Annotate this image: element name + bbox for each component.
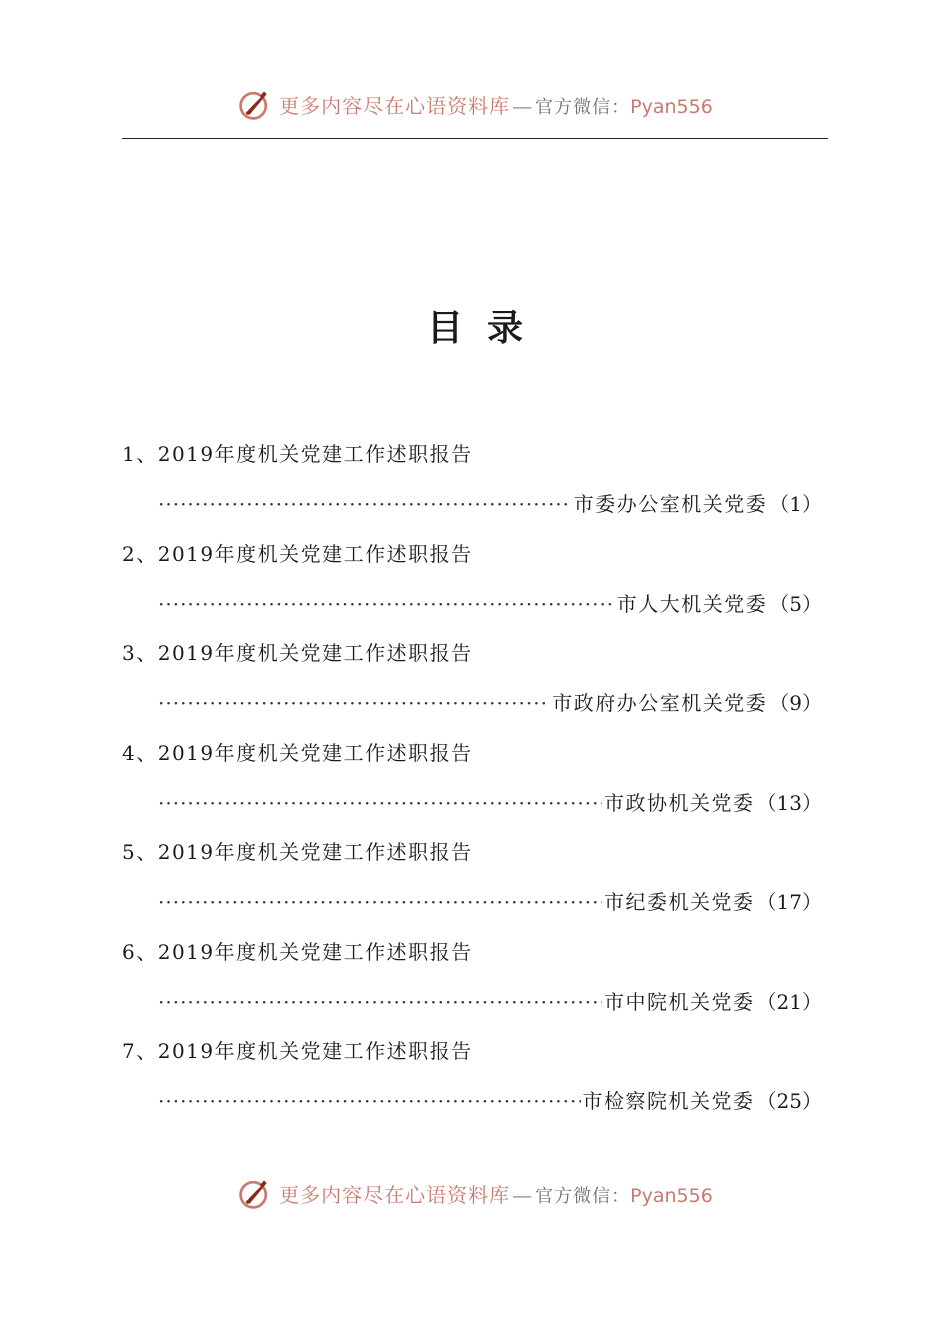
toc-leader-line	[158, 986, 822, 1015]
toc-heading: 3、2019年度机关党建工作述职报告	[122, 641, 473, 665]
header-divider	[122, 138, 828, 139]
toc-leader-line	[158, 787, 822, 816]
toc-org: 市委办公室机关党委	[573, 492, 768, 516]
toc-page-number: （17）	[756, 890, 822, 914]
header-banner	[0, 82, 950, 126]
toc-page-number: （9）	[769, 691, 822, 715]
banner-wechat-label: 官方微信：	[535, 1185, 631, 1207]
footer-banner-text	[279, 1179, 713, 1208]
toc-leader-line	[158, 886, 822, 915]
toc-dot-leader	[158, 691, 550, 715]
toc-leader-line	[158, 588, 822, 617]
toc-entry[interactable]	[122, 1027, 822, 1127]
toc-page-number: （1）	[769, 492, 822, 516]
toc-org: 市中院机关党委	[604, 989, 755, 1014]
page-title: 目录	[426, 307, 547, 349]
toc-dot-leader	[158, 791, 602, 815]
toc-leader-line	[158, 1085, 822, 1114]
banner-dash: —	[512, 1182, 534, 1207]
toc-page-number: （13）	[756, 790, 822, 815]
toc-dot-leader	[158, 592, 615, 616]
banner-dash: —	[512, 93, 534, 118]
toc-page-number: （25）	[756, 1089, 822, 1113]
toc-org: 市纪委机关党委	[604, 890, 755, 914]
toc-heading: 6、2019年度机关党建工作述职报告	[122, 939, 473, 964]
toc-entry[interactable]	[122, 430, 822, 530]
toc-page-number: （21）	[756, 989, 822, 1014]
toc-entry[interactable]	[122, 828, 822, 928]
toc-heading: 5、2019年度机关党建工作述职报告	[122, 840, 473, 864]
toc-entry[interactable]	[122, 629, 822, 729]
toc-heading: 1、2019年度机关党建工作述职报告	[122, 442, 473, 466]
toc-org: 市人大机关党委	[616, 591, 768, 616]
toc-dot-leader	[158, 890, 602, 914]
banner-wechat-id: Pyan556	[630, 95, 713, 118]
footer-banner	[0, 1171, 950, 1215]
toc-heading: 7、2019年度机关党建工作述职报告	[122, 1039, 473, 1063]
toc-entry[interactable]	[122, 928, 822, 1028]
toc-dot-leader	[158, 990, 602, 1014]
toc-entry[interactable]	[122, 530, 822, 630]
toc-heading: 2、2019年度机关党建工作述职报告	[122, 541, 473, 566]
banner-main-text: 更多内容尽在心语资料库	[279, 1182, 511, 1207]
toc-entry[interactable]	[122, 729, 822, 829]
table-of-contents	[122, 430, 822, 1127]
quill-logo-icon	[237, 86, 273, 122]
toc-org: 市政协机关党委	[604, 790, 755, 815]
toc-leader-line	[158, 687, 822, 716]
quill-logo-icon	[237, 1175, 273, 1211]
header-banner-text	[279, 90, 713, 119]
toc-dot-leader	[158, 1089, 581, 1113]
toc-heading: 4、2019年度机关党建工作述职报告	[122, 740, 473, 765]
toc-dot-leader	[158, 492, 572, 516]
toc-leader-line	[158, 488, 822, 517]
banner-main-text: 更多内容尽在心语资料库	[279, 93, 511, 118]
toc-org: 市政府办公室机关党委	[552, 691, 768, 715]
banner-wechat-label: 官方微信：	[535, 96, 631, 118]
banner-wechat-id: Pyan556	[630, 1184, 713, 1207]
toc-page-number: （5）	[769, 591, 822, 616]
toc-org: 市检察院机关党委	[582, 1089, 755, 1113]
